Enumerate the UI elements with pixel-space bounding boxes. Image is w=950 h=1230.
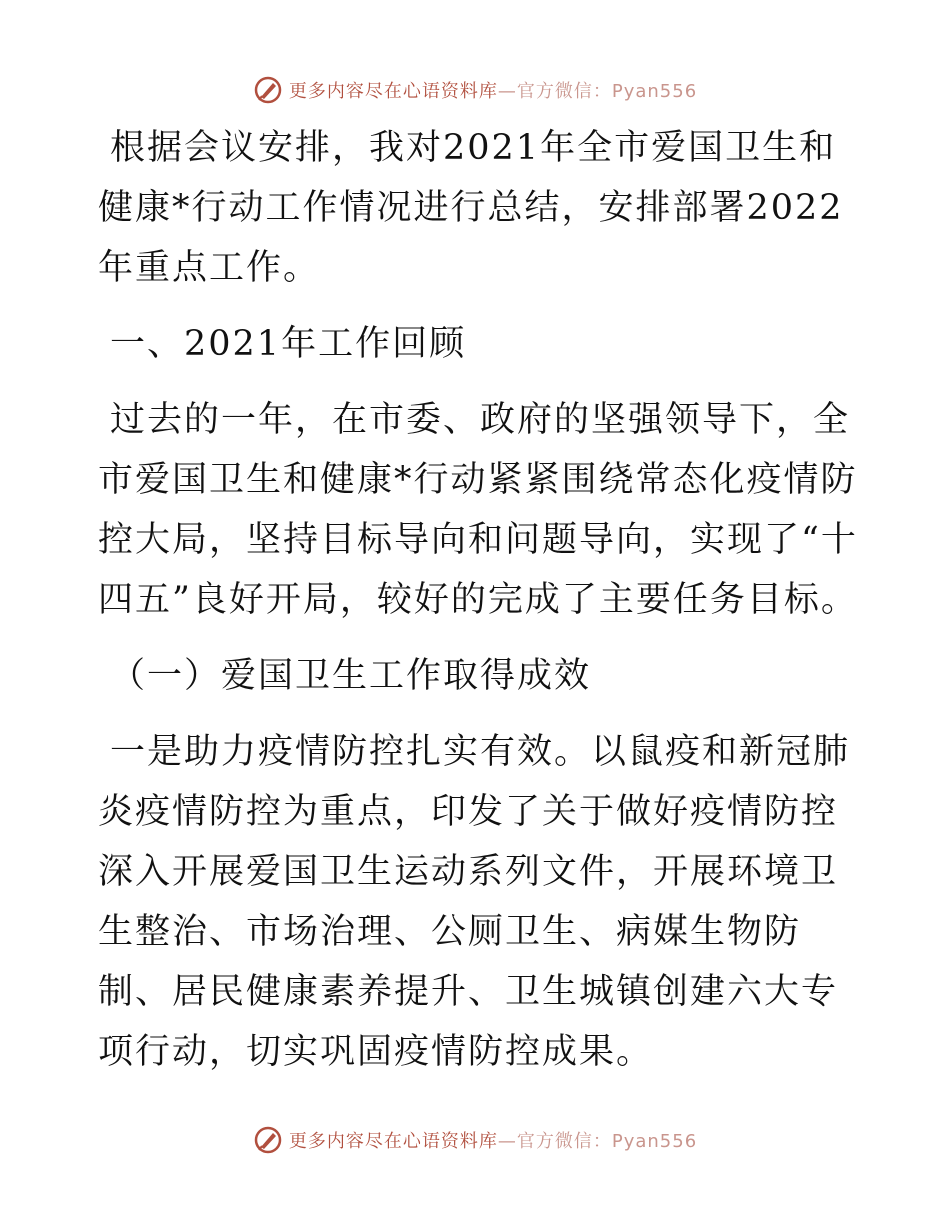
summary-paragraph: 过去的一年，在市委、政府的坚强领导下，全市爱国卫生和健康*行动紧紧围绕常态化疫情防控大局，坚持目标导向和问题导向，实现了“十四五”良好开局，较好的完成了主要任务目标。: [98, 400, 858, 620]
watermark-text: [289, 1127, 697, 1153]
subsection-heading-patriotic-health: （一）爱国卫生工作取得成效: [110, 656, 592, 696]
footer-watermark: [0, 1123, 950, 1157]
intro-paragraph: 根据会议安排，我对2021年全市爱国卫生和健康*行动工作情况进行总结，安排部署2022年重点工作。: [98, 128, 844, 288]
watermark-text: [289, 77, 697, 103]
watermark-suffix: 官方微信：: [516, 81, 612, 102]
section-heading-review: 一、2021年工作回顾: [110, 324, 467, 364]
watermark-handle: Pyan556: [611, 1131, 698, 1152]
header-watermark: [0, 73, 950, 107]
watermark-separator: —: [497, 1131, 517, 1152]
watermark-brand: 更多内容尽在心语资料库: [288, 1131, 498, 1152]
watermark-suffix: 官方微信：: [516, 1131, 612, 1152]
quill-pen-logo-icon: [253, 1125, 283, 1155]
document-body: [98, 118, 858, 1098]
quill-pen-logo-icon: [253, 75, 283, 105]
watermark-separator: —: [497, 81, 517, 102]
watermark-brand: 更多内容尽在心语资料库: [288, 81, 498, 102]
epidemic-control-paragraph: 一是助力疫情防控扎实有效。以鼠疫和新冠肺炎疫情防控为重点，印发了关于做好疫情防控深入开展爱国卫生运动系列文件，开展环境卫生整治、市场治理、公厕卫生、病媒生物防制、居民健康素养提升、卫生城镇创建六大专项行动，切实巩固疫情防控成果。: [98, 732, 851, 1072]
watermark-handle: Pyan556: [611, 81, 698, 102]
